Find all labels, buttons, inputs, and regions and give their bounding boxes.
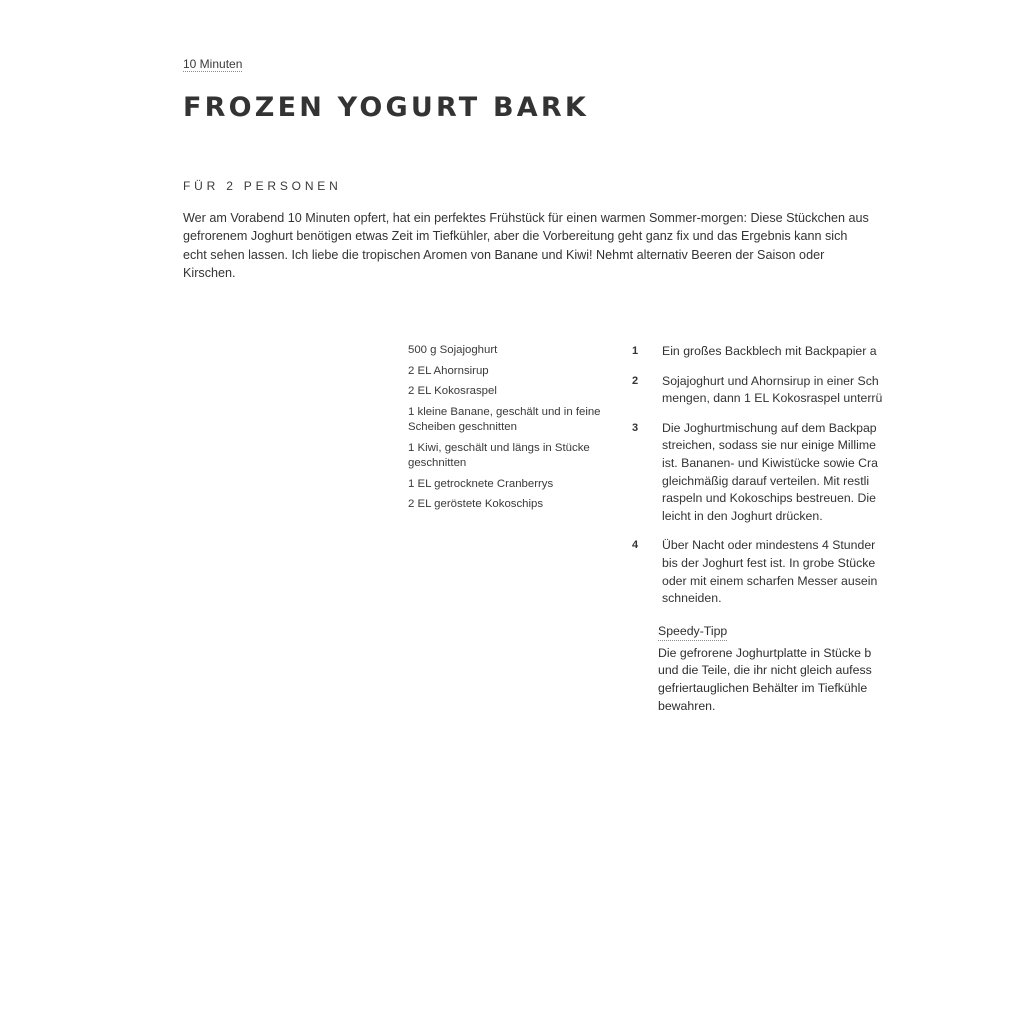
recipe-title: FROZEN YOGURT BARK [183,92,590,123]
step-list [628,343,957,608]
servings-label: FÜR 2 PERSONEN [183,179,342,193]
step-item [628,537,957,607]
step-number: 2 [632,374,639,387]
ingredient-item: 1 kleine Banane, geschält und in feine Scheiben geschnitten [408,405,601,433]
step-item [628,373,957,408]
ingredient-item: 2 EL Kokosraspel [408,385,497,397]
step-text: Sojajoghurt und Ahornsirup in einer Sch mengen, dann 1 EL Kokosraspel unterrü [662,373,883,406]
tip-text: Die gefrorene Joghurtplatte in Stücke b und die Teile, die ihr nicht gleich aufess gefriertauglichen Behälter im Tiefkühle bewahren. [658,645,872,713]
speedy-tip [658,622,957,715]
step-number: 1 [632,345,639,357]
ingredient-item: 1 EL getrocknete Cranberrys [408,477,554,490]
step-text: Ein großes Backblech mit Backpapier a [662,344,877,358]
instructions-column [628,343,957,763]
tip-title: Speedy-Tipp [658,623,727,641]
step-text: Die Joghurtmischung auf dem Backpap streichen, sodass sie nur einige Millime ist. Bananen- und Kiwistücke sowie Cra gleichmäßig darauf verteilen. Mit restli raspeln und Kokoschips bestreuen. Die leicht in den Joghurt drücken. [662,420,878,523]
step-item [628,420,957,526]
step-number: 4 [632,539,639,552]
ingredient-list [408,343,608,518]
ingredient-item: 2 EL geröstete Kokoschips [408,498,544,510]
ingredient-item: 2 EL Ahornsirup [408,364,489,377]
ingredient-item: 500 g Sojajoghurt [408,344,498,356]
ingredient-item: 1 Kiwi, geschält und längs in Stücke geschnitten [408,441,590,469]
intro-paragraph: Wer am Vorabend 10 Minuten opfert, hat ein perfektes Frühstück für einen warmen Sommer-morgen: Diese Stückchen aus gefrorenem Joghurt benötigen etwas Zeit im Tiefkühler, aber die Vorbereitung geht ganz fix und das Ergebnis kann sich echt sehen lassen. Ich liebe die tropischen Aromen von Banane und Kiwi! Nehmt alternativ Beeren der Saison oder Kirschen. [183,211,869,280]
step-number: 3 [632,421,639,434]
prep-time: 10 Minuten [183,57,243,71]
step-text: Über Nacht oder mindestens 4 Stunder bis der Joghurt fest ist. In grobe Stücke oder mit einem scharfen Messer ausein schneiden. [662,538,878,606]
step-item [628,343,957,361]
